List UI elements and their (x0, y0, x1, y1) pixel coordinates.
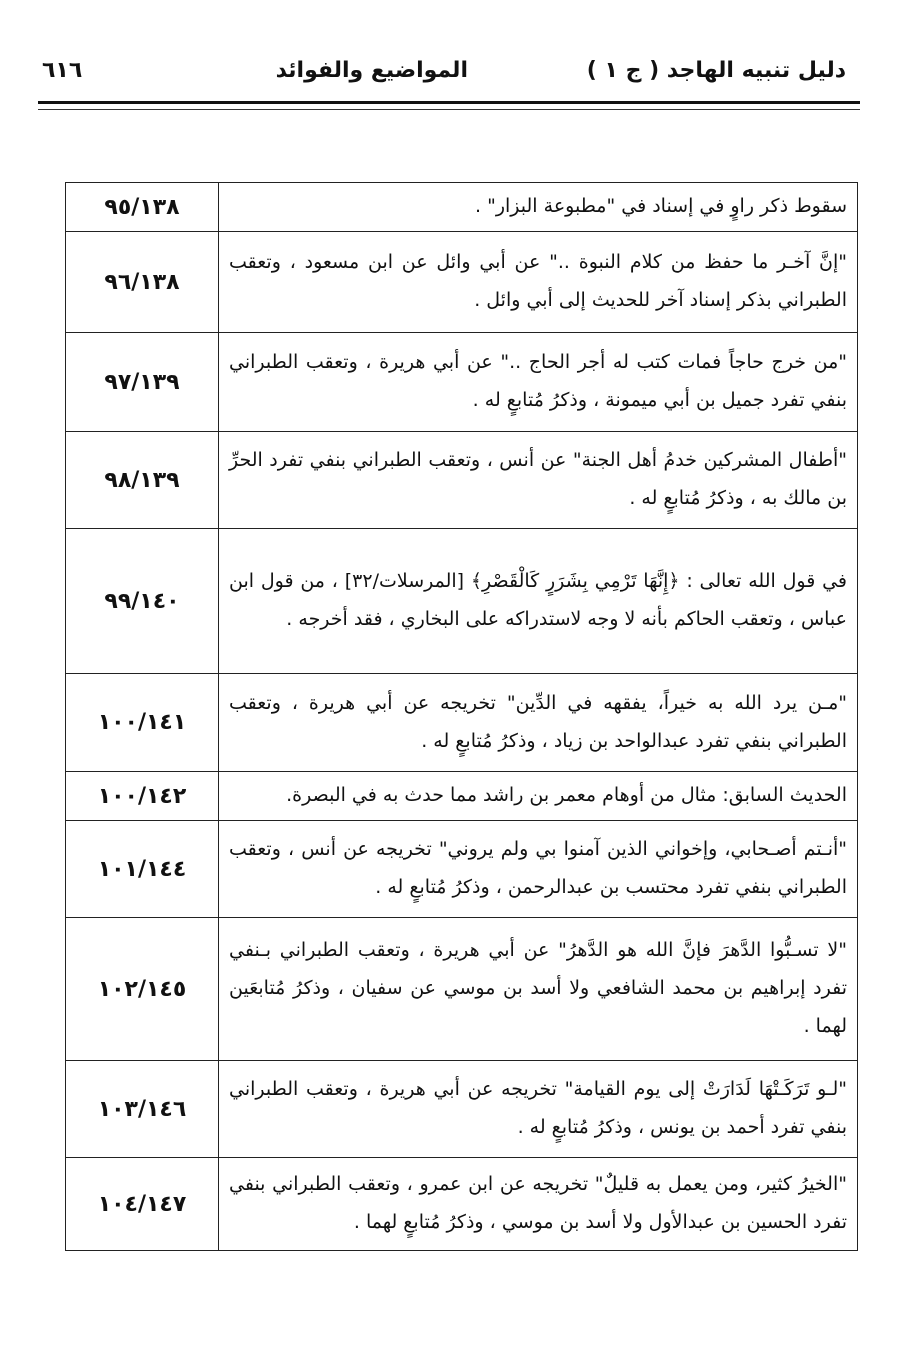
entry-text: "أطفال المشركين خدمُ أهل الجنة" عن أنس ، وتعقب الطبراني بنفي تفرد الحرِّ بن مالك به ، وذكرُ مُتابعٍ له . (219, 432, 858, 529)
page-header (36, 52, 858, 92)
entry-reference: ١٠٠/١٤١ (66, 674, 219, 772)
table-row (66, 772, 858, 821)
entry-text: "إنَّ آخـر ما حفظ من كلام النبوة .." عن أبي وائل عن ابن مسعود ، وتعقب الطبراني بذكر إسناد آخر للحديث إلى أبي وائل . (219, 232, 858, 333)
entry-reference: ١٠٤/١٤٧ (66, 1158, 219, 1251)
entry-text: "الخيرُ كثير، ومن يعمل به قليلٌ" تخريجه عن ابن عمرو ، وتعقب الطبراني بنفي تفرد الحسين بن عبدالأول ولا أسد بن موسي ، وذكرُ مُتابعٍ لهما . (219, 1158, 858, 1251)
table-row (66, 1158, 858, 1251)
entry-reference: ١٠١/١٤٤ (66, 821, 219, 918)
table-row (66, 432, 858, 529)
section-title: المواضيع والفوائد (275, 58, 468, 83)
table-row (66, 183, 858, 232)
table-row (66, 918, 858, 1061)
entry-text: "لا تسـبُّوا الدَّهرَ فإنَّ الله هو الدَّهرُ" عن أبي هريرة ، وتعقب الطبراني بـنفي تفرد إبراهيم بن محمد الشافعي ولا أسد بن موسي عن سفيان ، وذكرُ مُتابعَين لهما . (219, 918, 858, 1061)
entry-text: سقوط ذكر راوٍ في إسناد في "مطبوعة البزار" . (219, 183, 858, 232)
entry-reference: ١٠٣/١٤٦ (66, 1061, 219, 1158)
table-row (66, 821, 858, 918)
entry-text: "من خرج حاجاً فمات كتب له أجر الحاج .." عن أبي هريرة ، وتعقب الطبراني بنفي تفرد جميل بن أبي ميمونة ، وذكرُ مُتابعٍ له . (219, 333, 858, 432)
header-rule-thick (38, 101, 860, 104)
entry-text: "لـو تَرَكَـتْهَا لَدَارَتْ إلى يوم القيامة" تخريجه عن أبي هريرة ، وتعقب الطبراني بنفي تفرد أحمد بن يونس ، وذكرُ مُتابعٍ له . (219, 1061, 858, 1158)
entry-text: في قول الله تعالى : ﴿إِنَّهَا تَرْمِي بِشَرَرٍ كَالْقَصْرِ﴾ [المرسلات/٣٢] ، من قول ابن عباس ، وتعقب الحاكم بأنه لا وجه لاستدراكه على البخاري ، فقد أخرجه . (219, 529, 858, 674)
table-row (66, 333, 858, 432)
page-number: ٦١٦ (42, 58, 83, 83)
book-title: دليل تنبيه الهاجد ( ج ١ ) (586, 58, 846, 83)
entry-reference: ٩٨/١٣٩ (66, 432, 219, 529)
table-row (66, 232, 858, 333)
table-row (66, 1061, 858, 1158)
entry-reference: ١٠٠/١٤٢ (66, 772, 219, 821)
table-row (66, 529, 858, 674)
entry-text: "مـن يرد الله به خيراً، يفقهه في الدِّين" تخريجه عن أبي هريرة ، وتعقب الطبراني بنفي تفرد عبدالواحد بن زياد ، وذكرُ مُتابعٍ له . (219, 674, 858, 772)
entry-reference: ٩٧/١٣٩ (66, 333, 219, 432)
entry-reference: ٩٥/١٣٨ (66, 183, 219, 232)
entry-text: الحديث السابق: مثال من أوهام معمر بن راشد مما حدث به في البصرة. (219, 772, 858, 821)
header-rule-thin (38, 109, 860, 110)
entry-reference: ٩٦/١٣٨ (66, 232, 219, 333)
entry-text: "أنـتم أصـحابي، وإخواني الذين آمنوا بي ولم يروني" تخريجه عن أنس ، وتعقب الطبراني بنفي تفرد محتسب بن عبدالرحمن ، وذكرُ مُتابعٍ له . (219, 821, 858, 918)
entry-reference: ٩٩/١٤٠ (66, 529, 219, 674)
index-table (65, 182, 858, 1251)
table-row (66, 674, 858, 772)
entry-reference: ١٠٢/١٤٥ (66, 918, 219, 1061)
